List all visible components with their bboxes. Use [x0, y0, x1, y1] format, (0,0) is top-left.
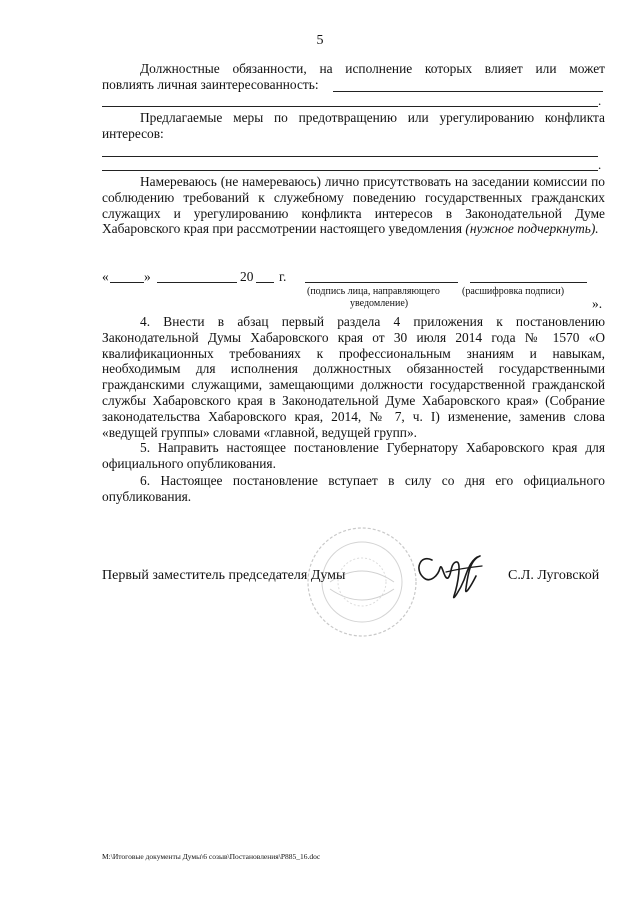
end-dot: .	[598, 93, 602, 108]
item-4: 4. Внести в абзац первый раздела 4 приложения к постановлению Законодательной Думы Хабаровского края от 30 июля 2014 года № 1570 «О квалификационных требованиях к профессиональным знаниям и навыкам, необходимым для исполнения должностных обязанностей государственными гражданскими служащими, замещающими должности государственной гражданской службы Хабаровского края в Законодательной Думе Хабаровского края» (Собрание законодательства Хабаровского края, 2014, № 7, ч. I) изменение, заменив слова «ведущей группы» словами «главной, ведущей групп».	[102, 314, 605, 440]
fill-line	[102, 106, 598, 107]
duties-line-1: Должностные обязанности, на исполнение которых влияет или может	[140, 61, 605, 76]
signatory-name: С.Л. Луговской	[508, 568, 600, 583]
caption-notice: уведомление)	[350, 298, 409, 309]
date-year: 20	[240, 269, 254, 284]
quote-close: ».	[592, 296, 603, 311]
fill-line	[102, 170, 598, 171]
caption-signature: (подпись лица, направляющего	[307, 286, 440, 297]
date-open-quote: «	[102, 269, 109, 284]
caption-decode: (расшифровка подписи)	[462, 286, 565, 297]
date-close-quote: »	[144, 269, 151, 284]
item-6: 6. Настоящее постановление вступает в силу со дня его официального опубликования.	[102, 473, 605, 504]
decode-line	[470, 282, 587, 283]
signature-line	[305, 282, 458, 283]
item-5: 5. Направить настоящее постановление Губернатору Хабаровского края для официального опубликования.	[102, 440, 605, 471]
fill-line	[333, 91, 603, 92]
date-day-line	[110, 282, 144, 283]
intend-italic: (нужное подчеркнуть).	[465, 221, 599, 237]
date-month-line	[157, 282, 237, 283]
file-path-footer: M:\Итоговые документы Думы\6 созыв\Постановления\P885_16.doc	[102, 852, 321, 861]
date-suffix: г.	[279, 269, 287, 284]
measures-line-2: интересов:	[102, 126, 164, 141]
intend-paragraph	[102, 174, 605, 237]
duties-line-2: повлиять личная заинтересованность:	[102, 77, 319, 92]
page-number: 5	[316, 33, 324, 48]
fill-line	[102, 156, 598, 157]
end-dot: .	[598, 157, 602, 172]
handwritten-signature	[410, 540, 490, 610]
measures-line-1: Предлагаемые меры по предотвращению или урегулированию конфликта	[140, 110, 605, 125]
date-year-line	[256, 282, 274, 283]
intend-text: Намереваюсь (не намереваюсь) лично присутствовать на заседании комиссии по соблюдению требований к служебному поведению государственных гражданских служащих и урегулированию конфликта интересов в Законодательной Думе Хабаровского края при рассмотрении настоящего уведомления	[102, 174, 605, 237]
signatory-title: Первый заместитель председателя Думы	[102, 568, 346, 583]
